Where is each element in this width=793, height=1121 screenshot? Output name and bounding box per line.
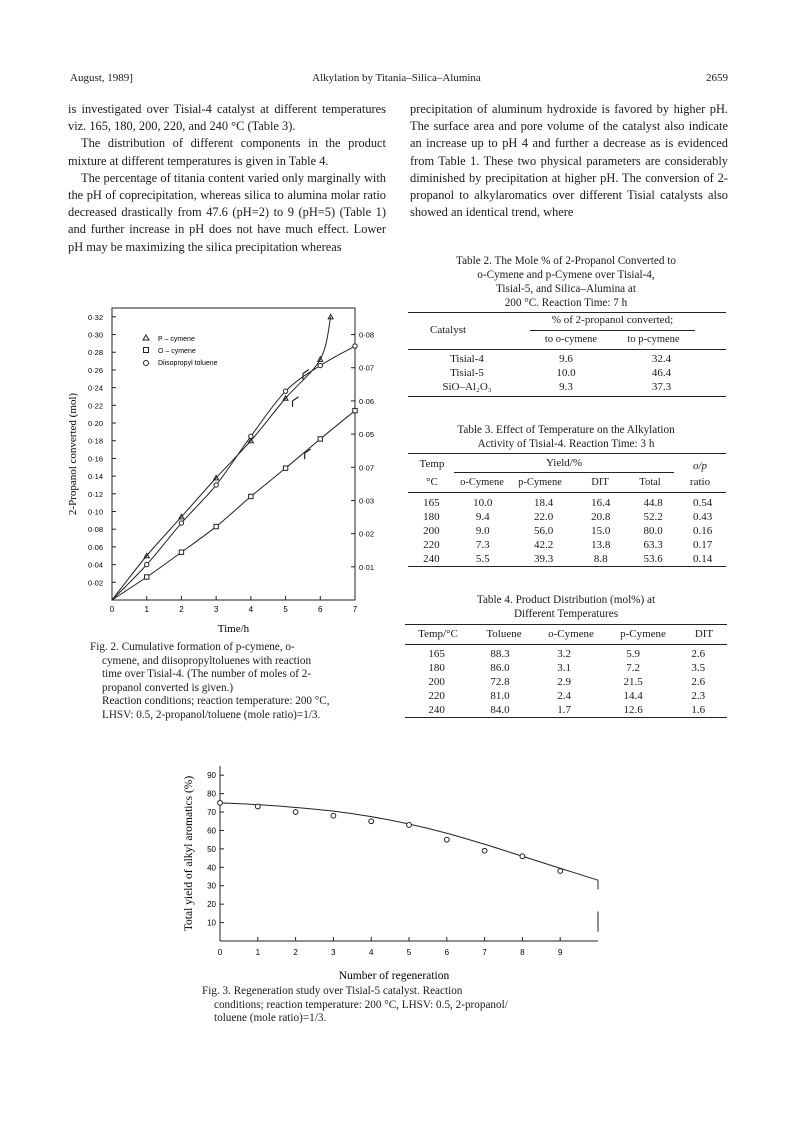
caption-line: conditions; reaction temperature: 200 °C, LHSV: 0.5, 2-propanol/ [214,998,508,1011]
x-tick-label: 5 [283,605,288,614]
data-point [218,800,223,805]
table4-body [405,647,727,717]
table3-body [410,496,726,566]
table3-header-yield: Yield/% [545,457,583,469]
trend-curve [220,803,598,880]
data-point [318,363,322,367]
table2-rule-top [408,312,726,313]
data-point [293,810,298,815]
table-cell: 9.4 [475,511,490,523]
table2-caption [405,254,727,310]
x-tick-label: 7 [352,605,358,614]
table3-header-ratio: o/p [692,460,708,472]
y-tick-label: 0·22 [88,401,104,411]
table-cell: 56.0 [533,525,554,537]
table-cell: 10.0 [473,497,493,509]
table3-rule-bottom [408,566,726,567]
x-tick-label: 1 [144,605,149,614]
y-tick-label: 0·18 [88,436,104,446]
table2-rule-group [530,330,695,331]
table-cell: 32.4 [651,353,672,365]
caption-line: Reaction conditions; reaction temperature: 200 °C, [102,695,330,708]
table-cell: 42.2 [533,539,554,551]
table-cell: 20.8 [591,511,611,523]
table-header-cell: DIT [694,628,714,640]
table-header-cell: o-Cymene [548,628,594,640]
y2-tick-label: 0·07 [359,463,375,473]
table3-caption [405,423,727,451]
y2-tick-label: 0·03 [359,496,375,506]
y-tick-label: 0·30 [88,330,104,340]
x-tick-label: 9 [557,948,563,957]
fig3-chart [178,758,608,983]
y-axis-label: 2-Propanol converted (mol) [67,392,79,516]
y-tick-label: 0·02 [88,578,104,588]
x-tick-label: 2 [293,948,298,957]
caption-line: Activity of Tisial-4. Reaction Time: 3 h [477,438,655,450]
table3-header-dit: DIT [591,477,609,488]
table3-header-p: p-Cymene [518,477,562,488]
legend-square-marker [144,348,149,353]
caption-line: toluene (mole ratio)=1/3. [214,1012,327,1025]
data-point [407,823,412,828]
table-row [410,538,726,552]
y-tick-label: 0·20 [88,419,104,429]
paragraph: precipitation of aluminum hydroxide is favored by higher pH. The surface area and pore volume of the catalyst also indicate an increase up to pH 4 and further a decrease as is evidenced from Table 1. These two physical parameters are considerably diminished by precipitation at higher pH. The conversion of 2-propanol to alkylaromatics over different Tisial catalysts also showed an identical trend, where [410,102,728,220]
data-point [145,562,149,566]
table-cell: 165 [428,648,445,660]
y-tick-label: 0·04 [88,560,104,570]
table-cell: 37.3 [651,381,672,393]
data-point [214,483,218,487]
table-cell: 1.7 [557,704,572,716]
table-cell: 84.0 [490,704,510,716]
y2-tick-label: 0·01 [359,562,375,572]
x-tick-label: 3 [213,605,219,614]
x-tick-label: 4 [368,948,374,957]
data-point [214,524,218,528]
legend-label: Diisopropyl toluene [158,360,218,367]
table-cell: 5.9 [626,648,640,660]
table-cell: 5.5 [475,553,490,565]
table3-header-temp-unit: °C [426,476,438,488]
y-tick-label: 0·06 [88,542,104,552]
table4-caption [405,593,727,621]
table3-header-total: Total [639,477,661,488]
table-cell: 2.9 [557,676,572,688]
table-row [405,661,727,675]
y-tick-label: 0·32 [88,312,104,322]
y-tick-label: 50 [207,844,216,854]
table-row [405,675,727,689]
series-line [112,346,355,600]
x-tick-label: 3 [331,948,336,957]
caption-line: Fig. 3. Regeneration study over Tisial-5 catalyst. Reaction [202,985,463,997]
table-header-cell: Toluene [486,628,522,640]
table-cell: 2.3 [691,690,706,702]
y-axis-label: Total yield of alkyl aromatics (%) [183,775,195,932]
legend-triangle-marker [143,335,149,340]
table-cell: 2.6 [691,676,706,688]
table-cell: 14.4 [623,690,643,702]
paragraph: The percentage of titania content varied only marginally with the pH of coprecipitation, whereas silica to alumina molar ratio decreased drastically from 47.6 (pH=2) to 9 (pH=5) (Table 1) and further increase in pH does not have much effect. Lower pH may be maximizing the silica precipitation whereas [68,170,386,254]
table-row [405,647,727,661]
table-cell: 220 [423,539,440,551]
table-cell: 80.0 [643,525,663,537]
data-point [520,854,525,859]
table-cell: 16.4 [591,497,611,509]
table-cell: 81.0 [490,690,510,702]
table-cell: 44.8 [643,497,663,509]
table-row [410,524,726,538]
legend-label: O – cymene [158,348,196,355]
table-cell: 46.4 [651,367,672,379]
table-cell: 39.3 [533,553,554,565]
data-point [179,550,183,554]
table-cell: 9.3 [559,381,573,393]
y-tick-label: 40 [207,863,216,873]
caption-line: Table 3. Effect of Temperature on the Alkylation [457,424,675,436]
right-column-text [410,101,728,221]
paragraph: The distribution of different components in the product mixture at different temperatures is given in Table 4. [68,136,386,168]
table-cell: 180 [423,511,440,523]
paragraph: is investigated over Tisial-4 catalyst at different temperatures viz. 165, 180, 200, 220, and 240 °C (Table 3). [68,102,386,134]
x-tick-label: 0 [109,605,115,614]
data-point [353,408,357,412]
legend-label: P – cymene [158,336,195,343]
x-tick-label: 5 [406,948,412,957]
data-point [249,434,253,438]
table-cell: 3.5 [691,662,706,674]
table2-rule-head [408,349,726,350]
table-cell: 53.6 [643,553,663,565]
caption-line: time over Tisial-4. (The number of moles of 2- [102,668,312,681]
table-cell: 9.0 [475,525,490,537]
caption-line: Tisial-5, and Silica–Alumina at [495,283,637,295]
table-cell: 3.1 [557,662,572,674]
table4-rule-head [405,644,727,645]
table-row [410,510,726,524]
caption-line: 200 °C. Reaction Time: 7 h [504,297,628,309]
table-row [420,352,705,366]
y-tick-label: 90 [207,771,216,781]
x-tick-label: 6 [444,948,450,957]
fig3-caption [202,985,564,1026]
table-cell: SiO–Al₂O₃ [442,381,492,393]
x-tick-label: 7 [482,948,487,957]
table4-rule-bottom [405,717,727,718]
y-tick-label: 0·28 [88,348,104,358]
table-cell: 2.4 [557,690,572,702]
table-cell: 240 [428,704,445,716]
table-row [410,496,726,510]
y-tick-label: 70 [207,808,216,818]
table-header-cell: Temp/°C [418,628,458,640]
y-tick-label: 20 [207,900,216,910]
table-row [405,689,727,703]
table-header-row [405,627,727,641]
table-cell: 13.8 [591,539,611,551]
x-tick-label: 8 [520,948,525,957]
table3-header-o: o-Cymene [460,477,504,488]
table2-header-catalyst: Catalyst [430,324,467,336]
table3-rule-head [408,492,726,493]
curve-arrow [305,449,311,459]
y-tick-label: 0·24 [88,383,104,393]
data-point [558,869,563,874]
caption-line: Table 4. Product Distribution (mol%) at [476,594,656,606]
data-point [249,494,253,498]
y-tick-label: 60 [207,826,216,836]
y-tick-label: 30 [207,881,216,891]
data-point [318,437,322,441]
y-tick-label: 0·16 [88,454,104,464]
fig2-caption [90,641,372,723]
x-axis-label: Number of regeneration [338,970,450,982]
running-title: Alkylation by Titania–Silica–Alumina [312,72,481,84]
data-point [353,344,357,348]
table-cell: Tisial-5 [450,367,484,379]
table-header-cell: p-Cymene [620,628,666,640]
table-row [410,552,726,566]
table-cell: 200 [428,676,445,688]
x-tick-label: 1 [255,948,261,957]
table-cell: 200 [423,525,440,537]
table2-rule-bottom [408,396,726,397]
table-cell: 86.0 [490,662,510,674]
caption-line: cymene, and diisopropyltoluenes with reaction [102,654,312,667]
table3-header-temp: Temp [419,458,445,470]
caption-line: Table 2. The Mole % of 2-Propanol Converted to [456,255,676,267]
table2-header-o: to o-cymene [544,334,598,345]
table-cell: 21.5 [623,676,643,688]
table3-header-ratio2: ratio [689,476,711,488]
table2-header-p: to p-cymene [627,334,680,345]
y-tick-label: 0·26 [88,365,104,375]
table-cell: 22.0 [533,511,554,523]
x-tick-label: 2 [179,605,184,614]
data-point [179,521,183,525]
caption-line: Fig. 2. Cumulative formation of p-cymene, o- [90,641,295,653]
caption-line: propanol converted is given.) [102,681,234,694]
x-tick-label: 0 [217,948,223,957]
table3-rule-top [408,453,726,454]
y2-tick-label: 0·05 [359,430,375,440]
y2-tick-label: 0·08 [359,330,375,340]
caption-line: Different Temperatures [513,608,619,620]
table-cell: 88.3 [490,648,510,660]
data-point [331,813,336,818]
table-cell: Tisial-4 [450,353,484,365]
fig2-chart [62,300,382,640]
table-cell: 8.8 [593,553,608,565]
table-row [420,380,705,394]
y2-tick-label: 0·07 [359,363,375,373]
data-point [369,819,374,824]
table-cell: 72.8 [490,676,510,688]
table-cell: 240 [423,553,440,565]
page-number: 2659 [706,72,728,84]
table-cell: 63.3 [643,539,663,551]
table2-header-group: % of 2-propanol converted; [551,314,674,326]
table-cell: 0.43 [693,511,713,523]
table-cell: 180 [428,662,445,674]
table3-rule-group [454,472,674,473]
data-point [482,848,487,853]
table2-body [420,352,705,394]
table-cell: 12.6 [623,704,643,716]
table-cell: 1.6 [691,704,706,716]
y-tick-label: 0·08 [88,525,104,535]
y-tick-label: 80 [207,789,216,799]
table4-header [405,627,727,641]
y-tick-label: 0·14 [88,472,104,482]
data-point [145,575,149,579]
caption-line: LHSV: 0.5, 2-propanol/toluene (mole ratio)=1/3. [102,708,321,721]
table-cell: 9.6 [559,353,573,365]
table-row [405,703,727,717]
table-cell: 18.4 [533,497,554,509]
table4-rule-top [405,624,727,625]
data-point [444,837,449,842]
table-row [420,366,705,380]
y-tick-label: 0·12 [88,489,104,499]
legend-circle-marker [144,361,149,366]
data-point [283,389,287,393]
table-cell: 165 [423,497,440,509]
table-cell: 0.14 [693,553,713,565]
data-point [283,466,287,470]
table-cell: 7.2 [626,662,640,674]
y-tick-label: 0·10 [88,507,104,517]
table-cell: 220 [428,690,445,702]
table-cell: 10.0 [556,367,576,379]
caption-line: o-Cymene and p-Cymene over Tisial-4, [477,269,655,281]
table-cell: 7.3 [475,539,490,551]
y-tick-label: 10 [207,918,216,928]
x-axis-label: Time/h [217,623,250,635]
table-cell: 52.2 [643,511,663,523]
left-column-text [68,101,386,256]
running-date: August, 1989] [70,72,133,84]
table-cell: 3.2 [557,648,572,660]
table-cell: 0.16 [693,525,713,537]
table-cell: 0.54 [693,497,713,509]
x-tick-label: 4 [248,605,254,614]
table-cell: 0.17 [693,539,713,551]
data-point [255,804,260,809]
x-tick-label: 6 [318,605,323,614]
y2-tick-label: 0·02 [359,529,375,539]
table-cell: 15.0 [591,525,611,537]
curve-arrow [293,397,299,407]
y2-tick-label: 0·06 [359,396,375,406]
table-cell: 2.6 [691,648,706,660]
